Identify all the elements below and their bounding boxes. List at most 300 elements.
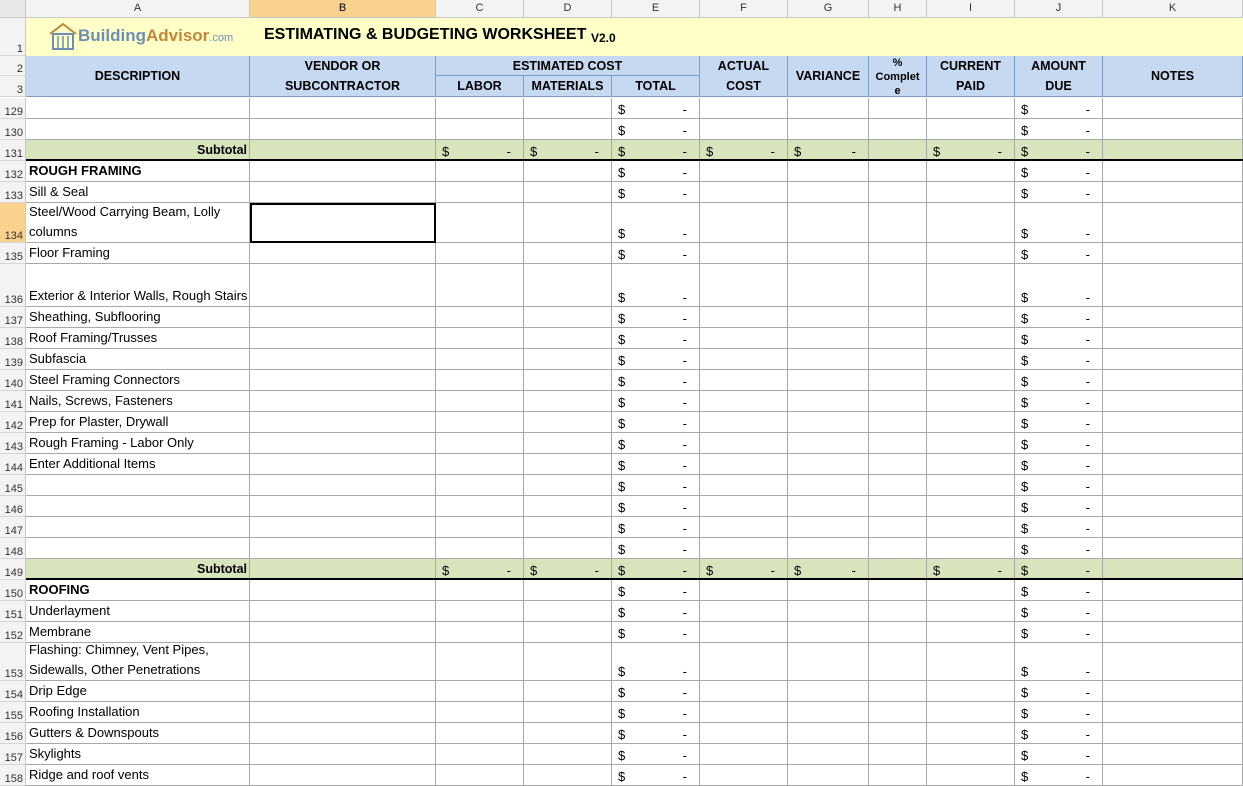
column-header-d[interactable]: D <box>524 0 612 18</box>
cell-d142[interactable] <box>524 412 612 433</box>
cell-f141[interactable] <box>700 391 788 412</box>
cell-j139[interactable] <box>1015 349 1103 370</box>
cell-f157[interactable] <box>700 744 788 765</box>
cell-j130[interactable] <box>1015 119 1103 140</box>
cell-g138[interactable] <box>788 328 869 349</box>
cell-b136[interactable] <box>250 264 436 307</box>
cell-i151[interactable] <box>927 601 1015 622</box>
cell-i152[interactable] <box>927 622 1015 643</box>
cell-k155[interactable] <box>1103 702 1243 723</box>
cell-b145[interactable] <box>250 475 436 496</box>
cell-d137[interactable] <box>524 307 612 328</box>
cell-e142[interactable] <box>612 412 700 433</box>
cell-c132[interactable] <box>436 161 524 182</box>
column-header-c[interactable]: C <box>436 0 524 18</box>
cell-h142[interactable] <box>869 412 927 433</box>
cell-i137[interactable] <box>927 307 1015 328</box>
cell-a142[interactable]: Prep for Plaster, Drywall <box>26 412 250 433</box>
cell-k136[interactable] <box>1103 264 1243 307</box>
cell-k140[interactable] <box>1103 370 1243 391</box>
cell-i158[interactable] <box>927 765 1015 786</box>
cell-c130[interactable] <box>436 119 524 140</box>
cell-j146[interactable] <box>1015 496 1103 517</box>
cell-f133[interactable] <box>700 182 788 203</box>
cell-i145[interactable] <box>927 475 1015 496</box>
cell-e150[interactable] <box>612 580 700 601</box>
cell-i155[interactable] <box>927 702 1015 723</box>
cell-c131[interactable] <box>436 140 524 161</box>
cell-k131[interactable] <box>1103 140 1243 161</box>
cell-k141[interactable] <box>1103 391 1243 412</box>
cell-j154[interactable] <box>1015 681 1103 702</box>
cell-h129[interactable] <box>869 98 927 119</box>
cell-b142[interactable] <box>250 412 436 433</box>
cell-h149[interactable] <box>869 559 927 580</box>
cell-h140[interactable] <box>869 370 927 391</box>
cell-b155[interactable] <box>250 702 436 723</box>
cell-g130[interactable] <box>788 119 869 140</box>
cell-f142[interactable] <box>700 412 788 433</box>
cell-f129[interactable] <box>700 98 788 119</box>
column-header-b[interactable]: B <box>250 0 436 18</box>
row-header-137[interactable]: 137 <box>0 307 26 328</box>
cell-e143[interactable] <box>612 433 700 454</box>
row-header-130[interactable]: 130 <box>0 119 26 140</box>
cell-j157[interactable] <box>1015 744 1103 765</box>
cell-e136[interactable] <box>612 264 700 307</box>
cell-b156[interactable] <box>250 723 436 744</box>
cell-e140[interactable] <box>612 370 700 391</box>
cell-a145[interactable] <box>26 475 250 496</box>
cell-c140[interactable] <box>436 370 524 391</box>
cell-g156[interactable] <box>788 723 869 744</box>
cell-e153[interactable] <box>612 643 700 681</box>
cell-k139[interactable] <box>1103 349 1243 370</box>
cell-a137[interactable]: Sheathing, Subflooring <box>26 307 250 328</box>
cell-d130[interactable] <box>524 119 612 140</box>
column-header-j[interactable]: J <box>1015 0 1103 18</box>
cell-e138[interactable] <box>612 328 700 349</box>
cell-k129[interactable] <box>1103 98 1243 119</box>
cell-k146[interactable] <box>1103 496 1243 517</box>
cell-j145[interactable] <box>1015 475 1103 496</box>
cell-i147[interactable] <box>927 517 1015 538</box>
cell-b137[interactable] <box>250 307 436 328</box>
cell-k132[interactable] <box>1103 161 1243 182</box>
cell-d133[interactable] <box>524 182 612 203</box>
cell-b139[interactable] <box>250 349 436 370</box>
cell-e146[interactable] <box>612 496 700 517</box>
cell-j143[interactable] <box>1015 433 1103 454</box>
cell-a147[interactable] <box>26 517 250 538</box>
row-header-140[interactable]: 140 <box>0 370 26 391</box>
row-header-132[interactable]: 132 <box>0 161 26 182</box>
row-header-135[interactable]: 135 <box>0 243 26 264</box>
cell-i134[interactable] <box>927 203 1015 243</box>
cell-h130[interactable] <box>869 119 927 140</box>
cell-a132[interactable]: ROUGH FRAMING <box>26 161 250 182</box>
cell-a141[interactable]: Nails, Screws, Fasteners <box>26 391 250 412</box>
row-header-153[interactable]: 153 <box>0 643 26 681</box>
cell-a148[interactable] <box>26 538 250 559</box>
cell-k137[interactable] <box>1103 307 1243 328</box>
cell-b140[interactable] <box>250 370 436 391</box>
cell-f151[interactable] <box>700 601 788 622</box>
cell-e155[interactable] <box>612 702 700 723</box>
cell-d138[interactable] <box>524 328 612 349</box>
cell-e135[interactable] <box>612 243 700 264</box>
cell-b146[interactable] <box>250 496 436 517</box>
cell-g148[interactable] <box>788 538 869 559</box>
column-header-f[interactable]: F <box>700 0 788 18</box>
cell-b149[interactable] <box>250 559 436 580</box>
cell-i136[interactable] <box>927 264 1015 307</box>
cell-j150[interactable] <box>1015 580 1103 601</box>
cell-c129[interactable] <box>436 98 524 119</box>
cell-h146[interactable] <box>869 496 927 517</box>
cell-c146[interactable] <box>436 496 524 517</box>
row-header-136[interactable]: 136 <box>0 264 26 307</box>
cell-i131[interactable] <box>927 140 1015 161</box>
cell-b150[interactable] <box>250 580 436 601</box>
cell-e144[interactable] <box>612 454 700 475</box>
cell-j147[interactable] <box>1015 517 1103 538</box>
cell-g133[interactable] <box>788 182 869 203</box>
cell-e139[interactable] <box>612 349 700 370</box>
cell-j132[interactable] <box>1015 161 1103 182</box>
cell-d144[interactable] <box>524 454 612 475</box>
cell-f150[interactable] <box>700 580 788 601</box>
cell-e156[interactable] <box>612 723 700 744</box>
cell-h147[interactable] <box>869 517 927 538</box>
cell-h138[interactable] <box>869 328 927 349</box>
cell-b133[interactable] <box>250 182 436 203</box>
row-header-131[interactable]: 131 <box>0 140 26 161</box>
cell-k152[interactable] <box>1103 622 1243 643</box>
cell-a155[interactable]: Roofing Installation <box>26 702 250 723</box>
cell-g144[interactable] <box>788 454 869 475</box>
cell-f147[interactable] <box>700 517 788 538</box>
cell-h148[interactable] <box>869 538 927 559</box>
row-header-147[interactable]: 147 <box>0 517 26 538</box>
cell-a131[interactable]: Subtotal <box>26 140 250 161</box>
cell-a130[interactable] <box>26 119 250 140</box>
cell-b129[interactable] <box>250 98 436 119</box>
cell-a135[interactable]: Floor Framing <box>26 243 250 264</box>
cell-f158[interactable] <box>700 765 788 786</box>
cell-k158[interactable] <box>1103 765 1243 786</box>
cell-j151[interactable] <box>1015 601 1103 622</box>
cell-d154[interactable] <box>524 681 612 702</box>
cell-a150[interactable]: ROOFING <box>26 580 250 601</box>
cell-i154[interactable] <box>927 681 1015 702</box>
cell-k153[interactable] <box>1103 643 1243 681</box>
cell-e129[interactable] <box>612 98 700 119</box>
cell-g154[interactable] <box>788 681 869 702</box>
row-header-157[interactable]: 157 <box>0 744 26 765</box>
cell-d143[interactable] <box>524 433 612 454</box>
cell-h139[interactable] <box>869 349 927 370</box>
cell-k134[interactable] <box>1103 203 1243 243</box>
cell-b151[interactable] <box>250 601 436 622</box>
cell-c133[interactable] <box>436 182 524 203</box>
cell-h156[interactable] <box>869 723 927 744</box>
cell-c153[interactable] <box>436 643 524 681</box>
cell-a140[interactable]: Steel Framing Connectors <box>26 370 250 391</box>
cell-d141[interactable] <box>524 391 612 412</box>
cell-c141[interactable] <box>436 391 524 412</box>
cell-a138[interactable]: Roof Framing/Trusses <box>26 328 250 349</box>
cell-f153[interactable] <box>700 643 788 681</box>
row-header-129[interactable]: 129 <box>0 98 26 119</box>
cell-j140[interactable] <box>1015 370 1103 391</box>
cell-b144[interactable] <box>250 454 436 475</box>
cell-d158[interactable] <box>524 765 612 786</box>
cell-d132[interactable] <box>524 161 612 182</box>
cell-f136[interactable] <box>700 264 788 307</box>
cell-c138[interactable] <box>436 328 524 349</box>
cell-h132[interactable] <box>869 161 927 182</box>
cell-j148[interactable] <box>1015 538 1103 559</box>
cell-e134[interactable] <box>612 203 700 243</box>
cell-i138[interactable] <box>927 328 1015 349</box>
cell-f146[interactable] <box>700 496 788 517</box>
cell-g146[interactable] <box>788 496 869 517</box>
cell-a146[interactable] <box>26 496 250 517</box>
cell-j137[interactable] <box>1015 307 1103 328</box>
cell-d140[interactable] <box>524 370 612 391</box>
cell-i144[interactable] <box>927 454 1015 475</box>
cell-h145[interactable] <box>869 475 927 496</box>
cell-k157[interactable] <box>1103 744 1243 765</box>
cell-j144[interactable] <box>1015 454 1103 475</box>
cell-g151[interactable] <box>788 601 869 622</box>
cell-c147[interactable] <box>436 517 524 538</box>
cell-i149[interactable] <box>927 559 1015 580</box>
cell-d145[interactable] <box>524 475 612 496</box>
cell-h157[interactable] <box>869 744 927 765</box>
cell-f139[interactable] <box>700 349 788 370</box>
cell-d129[interactable] <box>524 98 612 119</box>
cell-d151[interactable] <box>524 601 612 622</box>
cell-h137[interactable] <box>869 307 927 328</box>
cell-d152[interactable] <box>524 622 612 643</box>
cell-a144[interactable]: Enter Additional Items <box>26 454 250 475</box>
cell-h150[interactable] <box>869 580 927 601</box>
cell-h134[interactable] <box>869 203 927 243</box>
cell-e145[interactable] <box>612 475 700 496</box>
cell-b147[interactable] <box>250 517 436 538</box>
cell-g140[interactable] <box>788 370 869 391</box>
cell-i142[interactable] <box>927 412 1015 433</box>
cell-b138[interactable] <box>250 328 436 349</box>
cell-a157[interactable]: Skylights <box>26 744 250 765</box>
cell-i129[interactable] <box>927 98 1015 119</box>
cell-a136[interactable]: Exterior & Interior Walls, Rough Stairs <box>26 264 250 307</box>
column-header-k[interactable]: K <box>1103 0 1243 18</box>
cell-f145[interactable] <box>700 475 788 496</box>
cell-k156[interactable] <box>1103 723 1243 744</box>
cell-a149[interactable]: Subtotal <box>26 559 250 580</box>
cell-e133[interactable] <box>612 182 700 203</box>
cell-e154[interactable] <box>612 681 700 702</box>
row-header-150[interactable]: 150 <box>0 580 26 601</box>
cell-b153[interactable] <box>250 643 436 681</box>
column-header-g[interactable]: G <box>788 0 869 18</box>
cell-i139[interactable] <box>927 349 1015 370</box>
cell-a133[interactable]: Sill & Seal <box>26 182 250 203</box>
row-header-155[interactable]: 155 <box>0 702 26 723</box>
cell-d157[interactable] <box>524 744 612 765</box>
cell-j156[interactable] <box>1015 723 1103 744</box>
cell-b132[interactable] <box>250 161 436 182</box>
cell-c154[interactable] <box>436 681 524 702</box>
cell-b141[interactable] <box>250 391 436 412</box>
cell-c144[interactable] <box>436 454 524 475</box>
cell-c151[interactable] <box>436 601 524 622</box>
cell-g143[interactable] <box>788 433 869 454</box>
cell-c157[interactable] <box>436 744 524 765</box>
cell-a139[interactable]: Subfascia <box>26 349 250 370</box>
cell-g135[interactable] <box>788 243 869 264</box>
cell-d153[interactable] <box>524 643 612 681</box>
cell-i146[interactable] <box>927 496 1015 517</box>
cell-k151[interactable] <box>1103 601 1243 622</box>
row-header-1[interactable]: 1 <box>0 18 26 56</box>
cell-h153[interactable] <box>869 643 927 681</box>
cell-d149[interactable] <box>524 559 612 580</box>
cell-b158[interactable] <box>250 765 436 786</box>
cell-i150[interactable] <box>927 580 1015 601</box>
cell-i140[interactable] <box>927 370 1015 391</box>
cell-f143[interactable] <box>700 433 788 454</box>
cell-b134[interactable] <box>250 203 436 243</box>
row-header-149[interactable]: 149 <box>0 559 26 580</box>
cell-d148[interactable] <box>524 538 612 559</box>
cell-h131[interactable] <box>869 140 927 161</box>
cell-j136[interactable] <box>1015 264 1103 307</box>
cell-a134[interactable]: Steel/Wood Carrying Beam, Lolly columns <box>26 203 250 243</box>
cell-d155[interactable] <box>524 702 612 723</box>
row-header-148[interactable]: 148 <box>0 538 26 559</box>
cell-g131[interactable] <box>788 140 869 161</box>
cell-d135[interactable] <box>524 243 612 264</box>
cell-i132[interactable] <box>927 161 1015 182</box>
cell-c156[interactable] <box>436 723 524 744</box>
cell-j131[interactable] <box>1015 140 1103 161</box>
cell-g136[interactable] <box>788 264 869 307</box>
cell-f140[interactable] <box>700 370 788 391</box>
cell-k138[interactable] <box>1103 328 1243 349</box>
cell-j141[interactable] <box>1015 391 1103 412</box>
cell-g132[interactable] <box>788 161 869 182</box>
row-header-139[interactable]: 139 <box>0 349 26 370</box>
row-header-143[interactable]: 143 <box>0 433 26 454</box>
cell-g152[interactable] <box>788 622 869 643</box>
cell-g149[interactable] <box>788 559 869 580</box>
cell-f130[interactable] <box>700 119 788 140</box>
cell-c148[interactable] <box>436 538 524 559</box>
cell-k154[interactable] <box>1103 681 1243 702</box>
cell-d139[interactable] <box>524 349 612 370</box>
cell-h155[interactable] <box>869 702 927 723</box>
cell-c145[interactable] <box>436 475 524 496</box>
cell-f134[interactable] <box>700 203 788 243</box>
cell-j152[interactable] <box>1015 622 1103 643</box>
row-header-156[interactable]: 156 <box>0 723 26 744</box>
cell-c135[interactable] <box>436 243 524 264</box>
cell-b131[interactable] <box>250 140 436 161</box>
cell-g145[interactable] <box>788 475 869 496</box>
cell-e131[interactable] <box>612 140 700 161</box>
cell-h133[interactable] <box>869 182 927 203</box>
cell-h143[interactable] <box>869 433 927 454</box>
row-header-138[interactable]: 138 <box>0 328 26 349</box>
cell-h151[interactable] <box>869 601 927 622</box>
cell-e148[interactable] <box>612 538 700 559</box>
cell-c139[interactable] <box>436 349 524 370</box>
row-header-158[interactable]: 158 <box>0 765 26 786</box>
cell-e132[interactable] <box>612 161 700 182</box>
row-header-152[interactable]: 152 <box>0 622 26 643</box>
cell-f135[interactable] <box>700 243 788 264</box>
row-header-145[interactable]: 145 <box>0 475 26 496</box>
cell-d134[interactable] <box>524 203 612 243</box>
cell-i135[interactable] <box>927 243 1015 264</box>
column-header-i[interactable]: I <box>927 0 1015 18</box>
cell-e152[interactable] <box>612 622 700 643</box>
cell-j138[interactable] <box>1015 328 1103 349</box>
cell-f144[interactable] <box>700 454 788 475</box>
cell-g157[interactable] <box>788 744 869 765</box>
cell-c134[interactable] <box>436 203 524 243</box>
cell-d131[interactable] <box>524 140 612 161</box>
cell-a143[interactable]: Rough Framing - Labor Only <box>26 433 250 454</box>
row-header-133[interactable]: 133 <box>0 182 26 203</box>
cell-c155[interactable] <box>436 702 524 723</box>
cell-j155[interactable] <box>1015 702 1103 723</box>
cell-g129[interactable] <box>788 98 869 119</box>
cell-f131[interactable] <box>700 140 788 161</box>
cell-k135[interactable] <box>1103 243 1243 264</box>
cell-j158[interactable] <box>1015 765 1103 786</box>
cell-h154[interactable] <box>869 681 927 702</box>
cell-c143[interactable] <box>436 433 524 454</box>
cell-d146[interactable] <box>524 496 612 517</box>
cell-h152[interactable] <box>869 622 927 643</box>
cell-e137[interactable] <box>612 307 700 328</box>
cell-k150[interactable] <box>1103 580 1243 601</box>
cell-j153[interactable] <box>1015 643 1103 681</box>
select-all-corner[interactable] <box>0 0 26 18</box>
cell-b130[interactable] <box>250 119 436 140</box>
cell-a153[interactable]: Flashing: Chimney, Vent Pipes, Sidewalls, Other Penetrations <box>26 643 250 681</box>
cell-e158[interactable] <box>612 765 700 786</box>
cell-e149[interactable] <box>612 559 700 580</box>
cell-e157[interactable] <box>612 744 700 765</box>
cell-a156[interactable]: Gutters & Downspouts <box>26 723 250 744</box>
cell-f155[interactable] <box>700 702 788 723</box>
cell-f156[interactable] <box>700 723 788 744</box>
row-header-3[interactable]: 3 <box>0 76 26 97</box>
cell-a158[interactable]: Ridge and roof vents <box>26 765 250 786</box>
cell-c137[interactable] <box>436 307 524 328</box>
cell-c150[interactable] <box>436 580 524 601</box>
column-header-a[interactable]: A <box>26 0 250 18</box>
cell-e151[interactable] <box>612 601 700 622</box>
cell-j142[interactable] <box>1015 412 1103 433</box>
cell-h144[interactable] <box>869 454 927 475</box>
